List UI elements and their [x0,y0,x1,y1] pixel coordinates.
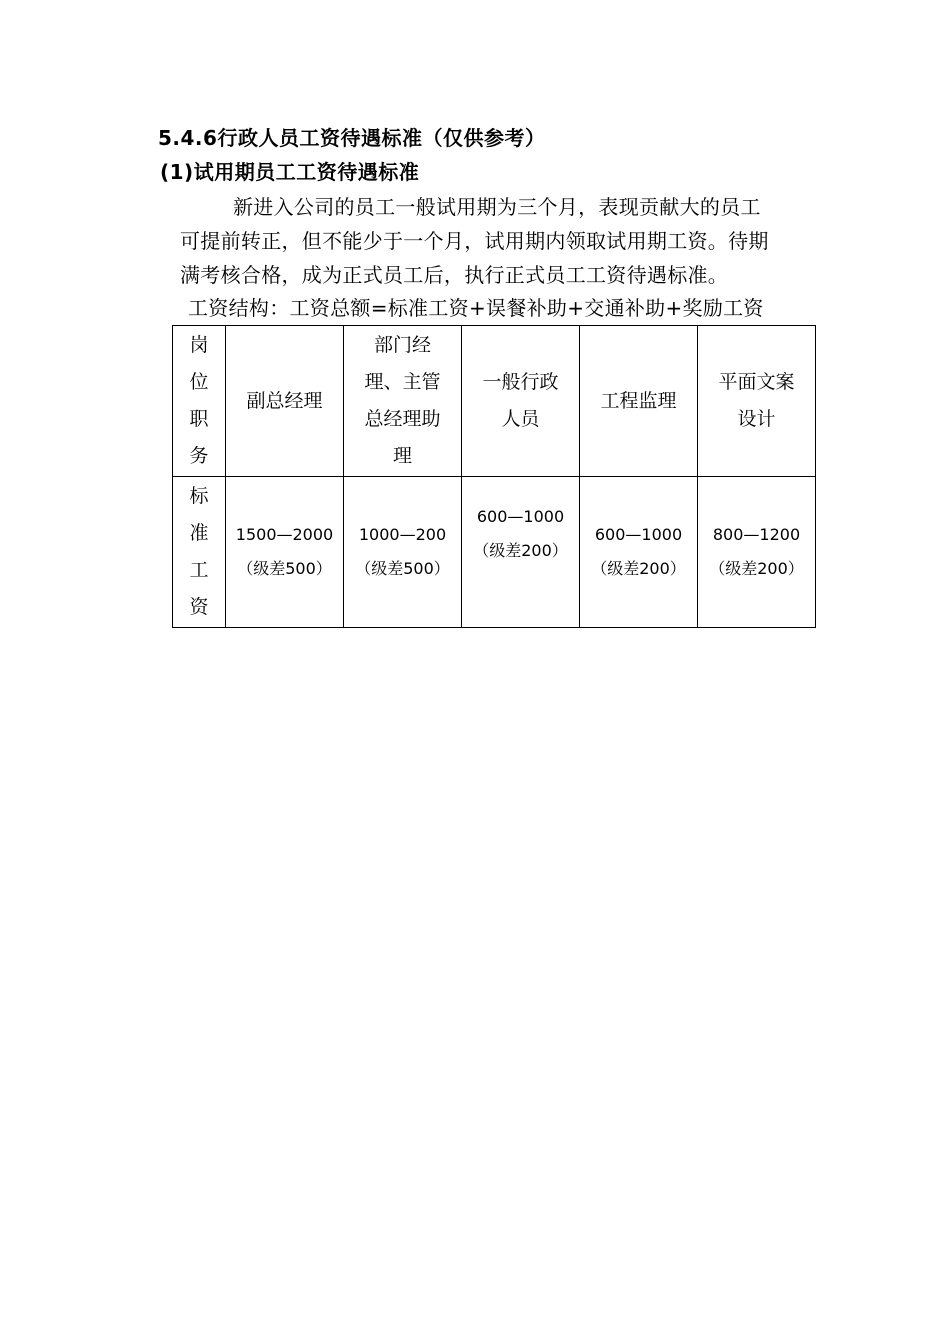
position-cell [462,326,580,477]
position-cell [698,326,816,477]
salary-cell [344,477,462,628]
row-header-position [173,326,226,477]
row-header-char: 务 [189,445,209,467]
position-label: 人员 [501,408,540,430]
row-header-char: 位 [189,371,209,393]
position-label: 部门经 [373,334,431,356]
position-label: 设计 [737,408,776,430]
paragraph-line: 新进入公司的员工一般试用期为三个月，表现贡献大的员工 [233,195,761,219]
row-header-char: 标 [189,485,209,507]
position-cell [226,326,344,477]
position-cell [580,326,698,477]
salary-cell [580,477,698,628]
position-label: 副总经理 [246,389,323,412]
row-header-char: 资 [189,596,209,618]
salary-cell [698,477,816,628]
salary-structure-line: 工资结构：工资总额=标准工资+误餐补助+交通补助+奖励工资 [188,296,764,320]
salary-range: 1500—2000 [235,525,334,544]
salary-step: （级差500） [355,559,450,578]
position-cell [344,326,462,477]
salary-table [172,325,816,628]
paragraph-line: 满考核合格，成为正式员工后，执行正式员工工资待遇标准。 [180,263,729,287]
position-label: 一般行政 [482,371,559,393]
subsection-title: (1)试用期员工工资待遇标准 [160,160,420,184]
table-row-salaries [173,477,816,628]
section-title: 5.4.6行政人员工资待遇标准（仅供参考） [158,126,546,150]
salary-cell [226,477,344,628]
salary-step: （级差200） [591,559,686,578]
salary-range: 600—1000 [594,525,683,544]
row-header-char: 岗 [189,334,209,356]
position-label: 总经理助 [364,408,441,430]
row-header-standard-salary [173,477,226,628]
position-label: 平面文案 [718,371,795,393]
row-header-char: 工 [189,559,209,581]
table-row-positions [173,326,816,477]
salary-range: 1000—200 [358,525,447,544]
salary-cell [462,477,580,628]
position-label: 理 [392,445,412,467]
row-header-char: 职 [189,408,209,430]
salary-step: （级差200） [709,559,804,578]
salary-range: 800—1200 [712,525,801,544]
salary-range: 600—1000 [476,507,565,526]
paragraph-line: 可提前转正，但不能少于一个月，试用期内领取试用期工资。待期 [180,229,769,253]
position-label: 理、主管 [364,371,441,393]
salary-step: （级差200） [473,541,568,560]
position-label: 工程监理 [600,389,677,412]
salary-step: （级差500） [237,559,332,578]
row-header-char: 准 [189,522,209,544]
